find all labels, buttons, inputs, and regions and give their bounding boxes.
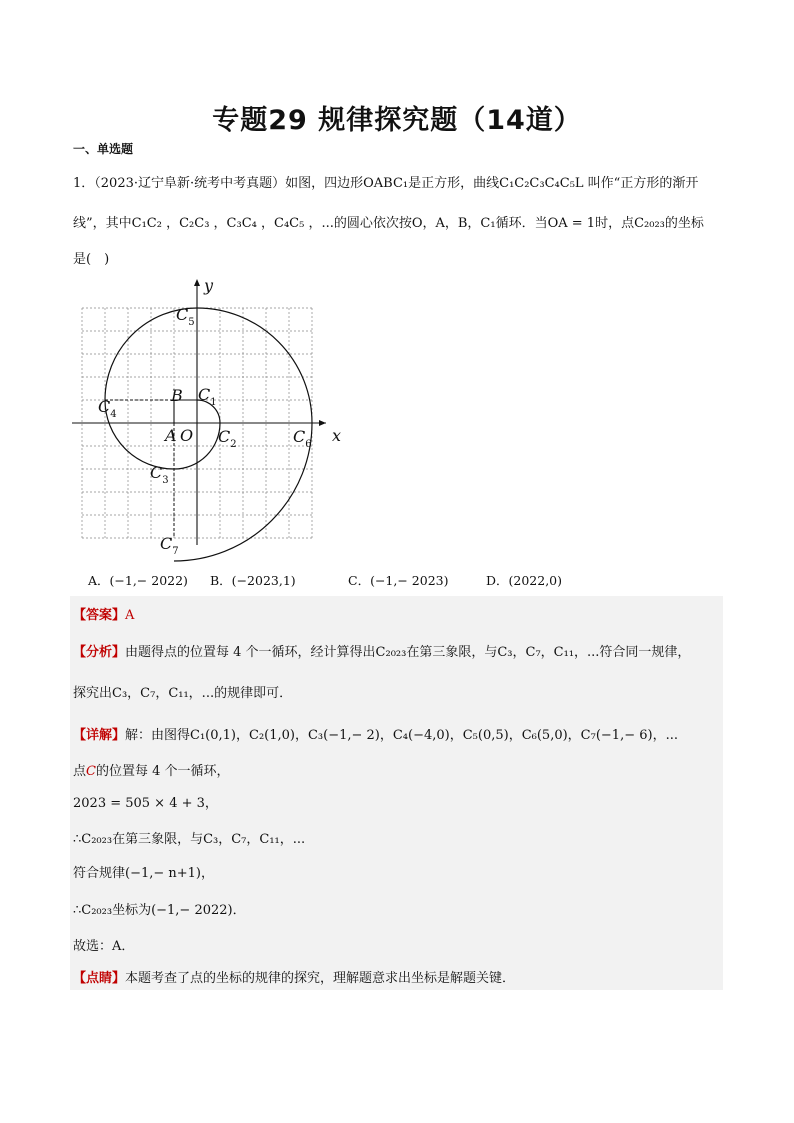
detail-line-1: 【详解】解：由图得C₁(0,1)，C₂(1,0)，C₃(−1,− 2)，C₄(−4,0)，C₅(0,5)，C₆(5,0)，C₇(−1,− 6)，... — [73, 728, 678, 743]
answer-line — [73, 604, 134, 623]
o-label: O — [180, 426, 194, 445]
choice-a[interactable]: A．(−1,− 2022) — [88, 573, 188, 588]
analysis-tag: 【分析】 — [73, 645, 126, 660]
detail-line-4: ∴C₂₀₂₃在第三象限，与C₃，C₇，C₁₁，... — [73, 832, 306, 847]
c4-label: $C_4$ — [98, 397, 117, 420]
comment-tag: 【点睛】 — [73, 971, 126, 986]
comment-line: 【点睛】本题考查了点的坐标的规律的探究，理解题意求出坐标是解题关键． — [73, 971, 516, 986]
analysis-line-1: 【分析】由题得点的位置每 4 个一循环，经计算得出C₂₀₂₃在第三象限，与C₃，C₇，C₁₁，...符合同一规律， — [73, 645, 691, 660]
question-line-2: 线”，其中C₁C₂ ，C₂C₃ ，C₃C₄ ，C₄C₅ ，...的圆心依次按O，A，B，C₁循环．当OA = 1时，点C₂₀₂₃的坐标 — [73, 216, 704, 231]
c3-label: $C_3$ — [150, 463, 169, 486]
detail-line-7: 故选：A． — [73, 939, 135, 954]
question-line-3: 是( ) — [73, 252, 110, 267]
a-label: A — [165, 426, 177, 445]
spiral-diagram — [70, 275, 360, 565]
detail-line-3: 2023 = 505 × 4 + 3， — [73, 796, 218, 811]
c6-label: $C_6$ — [293, 427, 312, 450]
choice-c[interactable]: C．(−1,− 2023) — [348, 573, 449, 588]
c2-label: $C_2$ — [218, 427, 237, 450]
y-label: y — [204, 276, 214, 295]
answer-value: A — [125, 608, 135, 623]
detail-line-6: ∴C₂₀₂₃坐标为(−1,− 2022)． — [73, 903, 246, 918]
page-title: 专题29 规律探究题（14道） — [212, 105, 582, 136]
detail-line-5: 符合规律(−1,− n+1)， — [73, 866, 215, 881]
b-label: B — [171, 386, 183, 405]
choice-b[interactable]: B．(−2023,1) — [210, 573, 296, 588]
analysis-line-2: 探究出C₃，C₇，C₁₁，...的规律即可． — [73, 686, 293, 701]
section-heading: 一、单选题 — [73, 142, 134, 156]
question-line-1: 1．（2023·辽宁阜新·统考中考真题）如图，四边形OABC₁是正方形，曲线C₁C₂C₃C₄C₅L 叫作“正方形的渐开 — [73, 176, 699, 191]
detail-line-2: 点C的位置每 4 个一循环， — [73, 764, 230, 779]
answer-tag: 【答案】 — [73, 608, 126, 623]
c5-label: $C_5$ — [176, 305, 195, 328]
choice-d[interactable]: D．(2022,0) — [486, 573, 563, 588]
involute-curve — [105, 308, 312, 561]
c7-label: $C_7$ — [160, 534, 179, 557]
x-label: x — [332, 426, 342, 445]
c1-label: $C_1$ — [198, 385, 217, 408]
detail-tag: 【详解】 — [73, 728, 126, 743]
